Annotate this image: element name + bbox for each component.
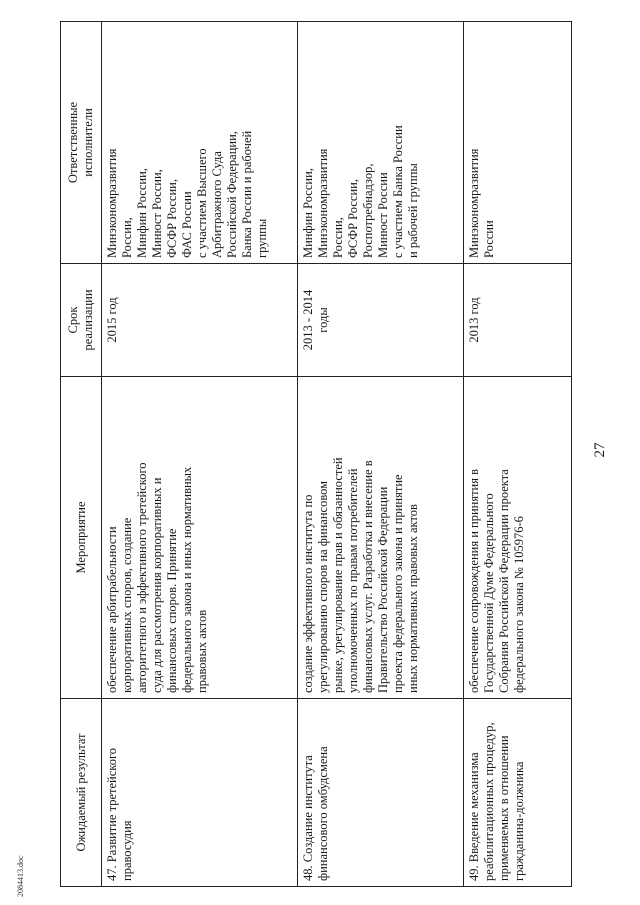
header-responsible: Ответственные исполнители — [61, 22, 102, 264]
cell-term: 2013 - 2014 годы — [298, 264, 464, 377]
cell-measure: обеспечение арбитрабельности корпоративных споров, создание авторитетного и эффективного третейского суда для рассмотрения корпоративных и финансовых споров. Принятие федерального закона и иных нормативных правовых актов — [102, 377, 298, 699]
document-code: 2084413.doc — [16, 855, 25, 897]
cell-responsible: Минфин России, Минэкономразвития России, ФСФР России, Роспотребнадзор, Минюст России с участием Банка России и рабочей группы — [298, 22, 464, 264]
cell-responsible: Минэкономразвития России, Минфин России, Минюст России, ФСФР России, ФАС России с участием Высшего Арбитражного Суда Российской Федерации, Банка России и рабочей группы — [102, 22, 298, 264]
header-expected-result: Ожидаемый результат — [61, 699, 102, 887]
table-header-row — [61, 22, 102, 887]
cell-result: 47. Развитие третейского правосудия — [102, 699, 298, 887]
cell-result: 49. Введение механизма реабилитационных процедур, применяемых в отношении гражданина-должника — [464, 699, 572, 887]
table-row — [102, 22, 298, 887]
cell-measure: создание эффективного института по урегулированию споров на финансовом рынке, урегулирование прав и обязанностей уполномоченных по правам потребителей финансовых услуг. Разработка и внесение в Правительство Российской Федерации проекта федерального закона и принятие иных нормативных правовых актов — [298, 377, 464, 699]
table-row — [464, 22, 572, 887]
cell-term: 2013 год — [464, 264, 572, 377]
cell-result: 48. Создание института финансового омбудсмена — [298, 699, 464, 887]
header-measure: Мероприятие — [61, 377, 102, 699]
action-plan-table — [60, 21, 572, 887]
header-term: Срок реализации — [61, 264, 102, 377]
cell-term: 2015 год — [102, 264, 298, 377]
cell-measure: обеспечение сопровождения и принятия в Государственной Думе Федерального Собрания Российской Федерации проекта федерального закона № 105976-6 — [464, 377, 572, 699]
table-row — [298, 22, 464, 887]
page-number: 27 — [592, 442, 608, 458]
cell-responsible: Минэкономразвития России — [464, 22, 572, 264]
